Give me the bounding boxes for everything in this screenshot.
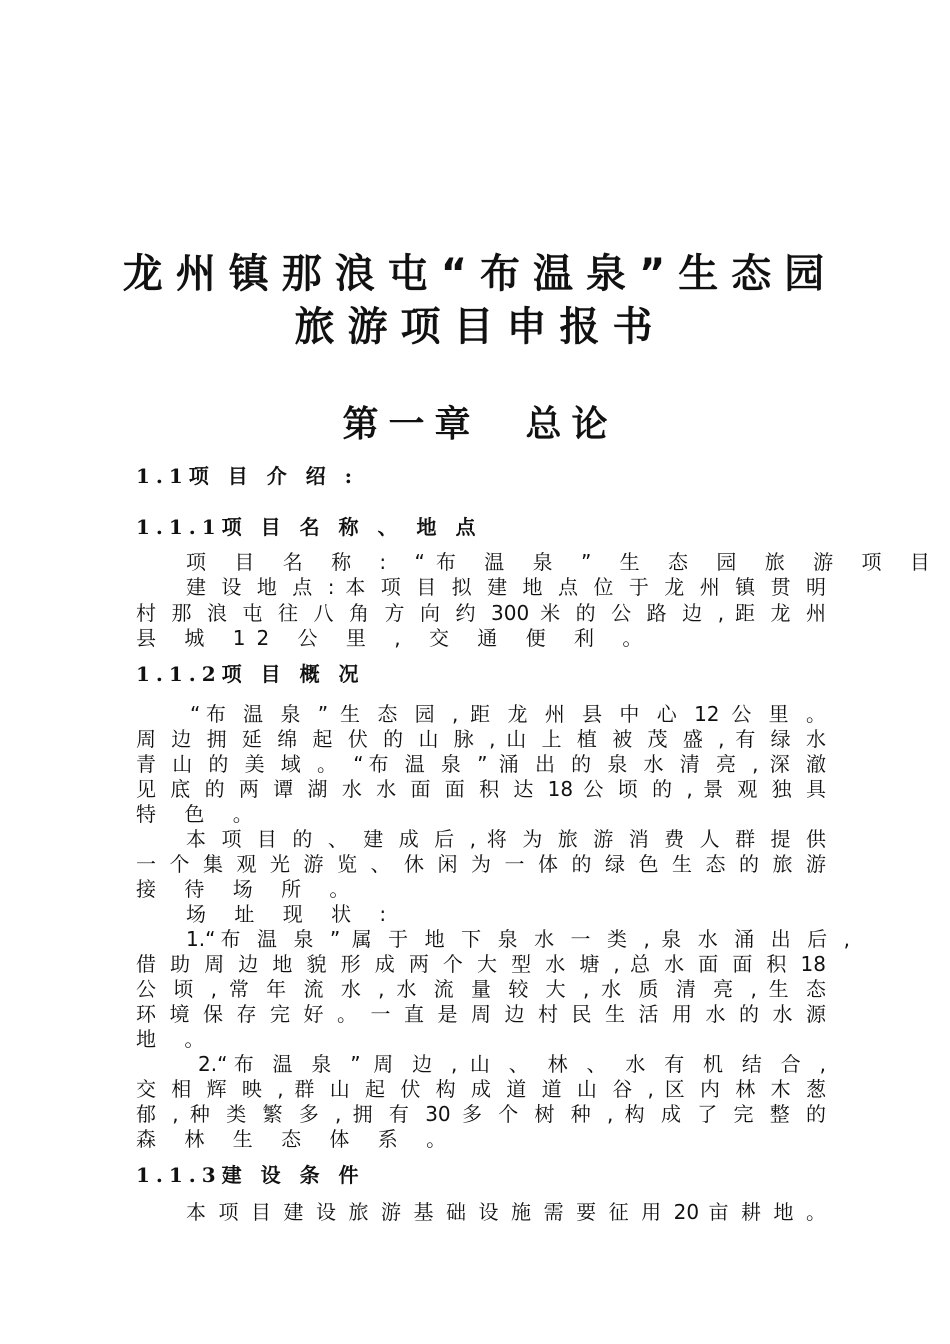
section-heading-1-1: 1.1项 目 介 绍 : [136, 464, 359, 488]
paragraph-line: 环 境 保 存 完 好 。 一 直 是 周 边 村 民 生 活 用 水 的 水 源 [136, 1002, 826, 1026]
paragraph-line: 县 城 12 公 里 , 交 通 便 利 。 [136, 626, 654, 650]
paragraph-line: 特 色 。 [136, 802, 264, 826]
paragraph-line: 项 目 名 称 : “布 温 泉 ” 生 态 园 旅 游 项 目 [186, 550, 941, 574]
paragraph-line: 2.“布 温 泉 ” 周 边 , 山 、 林 、 水 有 机 结 合 , [198, 1052, 826, 1076]
paragraph-line: 地 。 [136, 1027, 216, 1051]
paragraph-line: 交 相 辉 映 , 群 山 起 伏 构 成 道 道 山 谷 , 区 内 林 木 葱 [136, 1077, 826, 1101]
paragraph-line: 借 助 周 边 地 貌 形 成 两 个 大 型 水 塘 , 总 水 面 面 积 18 [136, 952, 826, 976]
paragraph-line: 村 那 浪 屯 往 八 角 方 向 约 300 米 的 公 路 边 , 距 龙 州 [136, 601, 826, 625]
paragraph-line: 接 待 场 所 。 [136, 877, 361, 901]
paragraph-line: 郁 , 种 类 繁 多 , 拥 有 30 多 个 树 种 , 构 成 了 完 整 的 [136, 1102, 826, 1126]
paragraph-line: 本 项 目 建 设 旅 游 基 础 设 施 需 要 征 用 20 亩 耕 地 。 [186, 1200, 826, 1224]
paragraph-line: 一 个 集 观 光 游 览 、 休 闲 为 一 体 的 绿 色 生 态 的 旅 游 [136, 852, 826, 876]
paragraph-line: 青 山 的 美 域 。 “布 温 泉 ” 涌 出 的 泉 水 清 亮 , 深 澈 [136, 752, 826, 776]
document-title-line-1: 龙州镇那浪屯“布温泉”生态园 [122, 251, 838, 297]
document-title-line-2: 旅游项目申报书 [294, 304, 666, 350]
section-heading-1-1-3: 1.1.3建 设 条 件 [136, 1163, 365, 1187]
paragraph-line: “布 温 泉 ” 生 态 园 , 距 龙 州 县 中 心 12 公 里 。 [190, 702, 826, 726]
section-heading-1-1-1: 1.1.1项 目 名 称 、 地 点 [136, 515, 482, 539]
paragraph-line: 本 项 目 的 、 建 成 后 , 将 为 旅 游 消 费 人 群 提 供 [186, 827, 826, 851]
paragraph-line: 建 设 地 点 : 本 项 目 拟 建 地 点 位 于 龙 州 镇 贯 明 [186, 575, 826, 599]
paragraph-line: 公 顷 , 常 年 流 水 , 水 流 量 较 大 , 水 质 清 亮 , 生 态 [136, 977, 826, 1001]
paragraph-line: 场 址 现 状 : [186, 902, 398, 926]
section-heading-1-1-2: 1.1.2项 目 概 况 [136, 662, 365, 686]
paragraph-line: 1.“布 温 泉 ” 属 于 地 下 泉 水 一 类 , 泉 水 涌 出 后 , [186, 927, 850, 951]
paragraph-line: 见 底 的 两 谭 湖 水 水 面 面 积 达 18 公 顷 的 , 景 观 独 具 [136, 777, 826, 801]
chapter-title: 第一章 总论 [342, 404, 618, 445]
paragraph-line: 周 边 拥 延 绵 起 伏 的 山 脉 , 山 上 植 被 茂 盛 , 有 绿 水 [136, 727, 826, 751]
paragraph-line: 森 林 生 态 体 系 。 [136, 1127, 458, 1151]
